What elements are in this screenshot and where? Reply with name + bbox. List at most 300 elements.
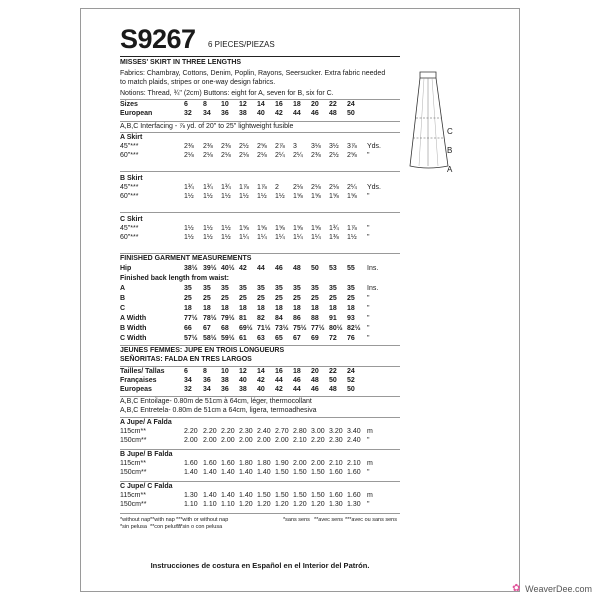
metric-row-cell: 1.20 [275,501,289,508]
sizes-row-cell: 16 [275,101,283,108]
tailles-row-cell: 18 [293,368,301,375]
yardage-row-unit: " [367,152,370,159]
metric-row-cell: 1.50 [311,469,325,476]
metric-row-cell: 2.00 [184,437,198,444]
europeas-row-cell: 50 [347,386,355,393]
measurement-row-cell: 18 [293,305,301,312]
europeas-row-cell: 42 [275,386,283,393]
yardage-row-cell: 2⅝ [347,152,357,159]
header-rule [120,56,400,57]
measurement-row-cell: 35 [293,285,301,292]
francaises-row-cell: 48 [311,377,319,384]
metric-row-cell: 1.60 [221,460,235,467]
yardage-title: C Skirt [120,216,143,223]
spanish-instructions-note: Instrucciones de costura en Español en el Interior del Patrón. [150,561,370,570]
metric-row-cell: 1.80 [257,460,271,467]
yardage-row-cell: 2⅜ [221,143,231,150]
measurement-row-cell: 69 [311,335,319,342]
hip-row-cell: 40½ [221,265,235,272]
metric-row-cell: 1.60 [203,460,217,467]
measurement-row-cell: 25 [275,295,283,302]
measurement-row-cell: 18 [275,305,283,312]
table-divider [120,417,400,418]
hip-row-cell: 44 [257,265,265,272]
measurement-row-cell: 35 [203,285,211,292]
measurement-row-cell: 18 [184,305,192,312]
metric-row-cell: 1.30 [347,501,361,508]
yardage-row-cell: 2⅜ [184,143,194,150]
measurement-row-cell: 18 [257,305,265,312]
yardage-title: A Skirt [120,134,143,141]
metric-row-cell: 1.50 [257,492,271,499]
tailles-row-cell: 16 [275,368,283,375]
metric-row-cell: 2.40 [347,437,361,444]
measurement-row-cell: 67 [203,325,211,332]
measurement-row-cell: 59½ [221,335,235,342]
yardage-row-cell: 2 [275,184,279,191]
measurement-row-cell: 35 [275,285,283,292]
measurement-row-cell: 18 [239,305,247,312]
metric-row-unit: " [367,437,370,444]
measurement-row-cell: 84 [275,315,283,322]
measurement-row-label: B [120,295,126,302]
measurement-row-cell: 35 [221,285,229,292]
metric-row-cell: 2.00 [275,437,289,444]
yardage-row-cell: 1⅜ [329,234,339,241]
yardage-row-cell: 2⅛ [329,184,339,191]
view-label-c: C [447,127,453,136]
metric-row-cell: 1.20 [257,501,271,508]
yardage-row-cell: 1½ [184,193,194,200]
measurement-row-cell: 18 [329,305,337,312]
metric-row-cell: 2.10 [293,437,307,444]
measurement-row-label: B Width [120,325,147,332]
european-row-cell: 46 [311,110,319,117]
francaises-row-label: Françaises [120,377,157,384]
metric-row-cell: 1.50 [275,469,289,476]
measurement-row-cell: 78½ [203,315,217,322]
measurement-row-label: C [120,305,126,312]
measurement-row-cell: 25 [311,295,319,302]
pieces-count: 6 PIECES/PIEZAS [208,40,275,49]
yardage-row-cell: 2⅛ [293,184,303,191]
measurement-row-cell: 25 [293,295,301,302]
interfacing-note: A,B,C Interfacing - ⅞ yd. of 20" to 25" lightweight fusible [120,123,294,130]
yardage-row-cell: 2⅛ [184,152,194,159]
measurement-row-cell: 61 [239,335,247,342]
footnote: **con pelusa [150,524,181,530]
yardage-row-cell: 2½ [239,143,249,150]
table-divider [120,345,400,346]
table-divider [120,481,400,482]
tailles-row-cell: 14 [257,368,265,375]
metric-row-cell: 2.10 [329,460,343,467]
measurement-row-cell: 35 [239,285,247,292]
measurement-row-cell: 25 [329,295,337,302]
hip-row-cell: 46 [275,265,283,272]
metric-title: B Jupe/ B Falda [120,451,173,458]
measurement-row-cell: 18 [221,305,229,312]
measurement-row-cell: 66 [184,325,192,332]
sizes-row-cell: 12 [239,101,247,108]
yardage-row-cell: 1½ [239,193,249,200]
measurement-row-label: A Width [120,315,147,322]
yardage-row-cell: 1½ [275,193,285,200]
yardage-row-cell: 1⅝ [311,225,321,232]
yardage-row-cell: 2⅛ [221,152,231,159]
yardage-row-label: 60"*** [120,234,139,241]
yardage-row-cell: 2⅛ [311,184,321,191]
metric-row-cell: 2.80 [293,428,307,435]
yardage-row-cell: 3½ [329,143,339,150]
europeas-row-cell: 48 [329,386,337,393]
measurement-row-unit: " [367,325,370,332]
metric-title: A Jupe/ A Falda [120,419,172,426]
measurement-row-cell: 25 [184,295,192,302]
table-divider [120,171,400,172]
footnote: *sin pelusa [120,524,147,530]
table-divider [120,366,400,367]
yardage-row-cell: 2⅞ [275,143,285,150]
yardage-row-cell: 2⅛ [239,152,249,159]
metric-row-cell: 1.60 [184,460,198,467]
hip-row-cell: 50 [311,265,319,272]
tailles-row-cell: 20 [311,368,319,375]
flower-icon: ✿ [512,583,521,594]
measurement-row-cell: 77½ [184,315,198,322]
yardage-row-unit: " [367,234,370,241]
european-row-cell: 50 [347,110,355,117]
metric-row-cell: 1.10 [221,501,235,508]
yardage-row-cell: 1¼ [311,234,321,241]
footnote: **avec sens [314,517,344,523]
metric-row-cell: 3.20 [329,428,343,435]
european-row-cell: 34 [203,110,211,117]
yardage-row-cell: 1¾ [184,184,194,191]
measurement-row-cell: 79½ [221,315,235,322]
yardage-row-cell: 1⅞ [239,184,249,191]
yardage-row-cell: 1½ [203,193,213,200]
spanish-title: SEÑORITAS: FALDA EN TRES LARGOS [120,356,252,363]
yardage-row-cell: 1⅝ [275,225,285,232]
metric-row-label: 115cm** [120,428,146,435]
yardage-row-cell: 1⅝ [293,225,303,232]
measurement-row-label: C Width [120,335,147,342]
french-title: JEUNES FEMMES: JUPE EN TROIS LONGUEURS [120,347,285,354]
yardage-row-cell: 1⅞ [347,225,357,232]
metric-row-cell: 1.60 [329,492,343,499]
metric-row-unit: m [367,428,373,435]
metric-row-unit: m [367,492,373,499]
hip-row-cell: 55 [347,265,355,272]
francaises-row-cell: 52 [347,377,355,384]
footnote: *sans sens [283,517,310,523]
measurement-row-cell: 18 [347,305,355,312]
yardage-row-cell: 1½ [221,225,231,232]
yardage-row-cell: 1⅝ [239,225,249,232]
table-divider [120,449,400,450]
metric-row-cell: 1.60 [347,469,361,476]
yardage-row-cell: 2½ [329,152,339,159]
metric-row-unit: m [367,460,373,467]
yardage-row-unit: Yds. [367,184,382,191]
measurement-row-cell: 75½ [293,325,307,332]
europeas-row-cell: 32 [184,386,192,393]
measurement-row-cell: 18 [203,305,211,312]
measurement-row-cell: 68 [221,325,229,332]
metric-row-cell: 3.40 [347,428,361,435]
metric-row-cell: 2.00 [239,437,253,444]
european-row-label: European [120,110,153,117]
europeas-row-label: Europeas [120,386,152,393]
yardage-row-cell: 2¼ [275,152,285,159]
measurement-row-cell: 35 [311,285,319,292]
sizes-row-cell: 10 [221,101,229,108]
europeas-row-cell: 38 [239,386,247,393]
metric-row-label: 150cm** [120,437,147,444]
yardage-row-cell: 1½ [221,234,231,241]
metric-row-cell: 1.50 [311,492,325,499]
measurement-row-cell: 76 [347,335,355,342]
europeas-row-cell: 44 [293,386,301,393]
entretela-note: A,B,C Entretela- 0.80m de 51cm a 64cm, ligera, termoadhesiva [120,407,317,414]
metric-row-cell: 1.90 [275,460,289,467]
yardage-row-cell: 1⅝ [347,193,357,200]
metric-row-unit: " [367,501,370,508]
metric-row-cell: 1.30 [184,492,198,499]
yardage-row-unit: Yds. [367,143,382,150]
footnote: **with nap [150,517,175,523]
metric-row-cell: 1.20 [239,501,253,508]
yardage-row-cell: 2¼ [347,184,357,191]
metric-row-cell: 1.40 [221,492,235,499]
hip-row-cell: 42 [239,265,247,272]
metric-row-label: 115cm** [120,460,146,467]
view-label-b: B [447,146,453,155]
hip-row-label: Hip [120,265,132,272]
table-divider [120,121,400,122]
francaises-row-cell: 44 [275,377,283,384]
metric-row-cell: 2.40 [257,428,271,435]
metric-row-cell: 2.00 [257,437,271,444]
european-row-cell: 40 [257,110,265,117]
measurement-row-unit: Ins. [367,285,379,292]
metric-row-cell: 2.20 [221,428,235,435]
pattern-number: S9267 [120,24,196,54]
measurement-row-cell: 65 [275,335,283,342]
yardage-row-cell: 1½ [347,234,357,241]
tailles-row-cell: 6 [184,368,188,375]
metric-row-cell: 1.20 [311,501,325,508]
yardage-row-cell: 1½ [257,193,267,200]
metric-row-cell: 3.00 [311,428,325,435]
yardage-row-cell: 2¼ [293,152,303,159]
yardage-row-cell: 1¾ [329,225,339,232]
measurement-row-cell: 25 [239,295,247,302]
metric-row-unit: " [367,469,370,476]
metric-row-cell: 1.40 [257,469,271,476]
measurement-row-cell: 69½ [239,325,253,332]
table-divider [120,132,400,133]
european-row-cell: 36 [221,110,229,117]
hip-row-cell: 48 [293,265,301,272]
sizes-row-cell: 22 [329,101,337,108]
table-divider [120,99,400,100]
measurement-row-cell: 35 [347,285,355,292]
metric-row-cell: 2.30 [329,437,343,444]
metric-row-cell: 2.20 [311,437,325,444]
measurement-row-cell: 25 [257,295,265,302]
measurement-row-cell: 35 [329,285,337,292]
francaises-row-cell: 42 [257,377,265,384]
measurement-row-cell: 93 [347,315,355,322]
metric-row-cell: 2.00 [311,460,325,467]
metric-row-cell: 2.70 [275,428,289,435]
yardage-row-cell: 1⅝ [311,193,321,200]
yardage-row-cell: 1¾ [203,184,213,191]
yardage-row-cell: 2⅜ [311,152,321,159]
measurement-row-cell: 25 [347,295,355,302]
francaises-row-cell: 40 [239,377,247,384]
yardage-row-cell: 2⅛ [203,152,213,159]
hip-row-cell: 38½ [184,265,198,272]
table-divider [120,513,400,514]
metric-row-label: 115cm** [120,492,146,499]
footnote: ***avec ou sans sens [345,517,397,523]
yardage-row-cell: 3 [293,143,297,150]
sizes-row-cell: 14 [257,101,265,108]
pattern-title: MISSES' SKIRT IN THREE LENGTHS [120,59,242,66]
sizes-row-cell: 24 [347,101,355,108]
metric-row-cell: 1.60 [329,469,343,476]
european-row-cell: 32 [184,110,192,117]
metric-row-label: 150cm** [120,469,147,476]
europeas-row-cell: 40 [257,386,265,393]
metric-row-cell: 1.50 [293,469,307,476]
measurement-row-cell: 71½ [257,325,271,332]
tailles-row-cell: 8 [203,368,207,375]
metric-row-cell: 1.50 [275,492,289,499]
francaises-row-cell: 34 [184,377,192,384]
yardage-row-label: 45"*** [120,184,139,191]
measurement-row-cell: 57½ [184,335,198,342]
metric-row-cell: 2.10 [347,460,361,467]
fabrics-text: Fabrics: Chambray, Cottons, Denim, Poplin, Rayons, Seersucker. Extra fabric needed [120,70,386,77]
yardage-row-unit: " [367,193,370,200]
yardage-row-label: 60"*** [120,193,139,200]
francaises-row-cell: 38 [221,377,229,384]
measurements-title: FINISHED GARMENT MEASUREMENTS [120,255,252,262]
measurement-row-cell: 18 [311,305,319,312]
measurement-row-cell: 63 [257,335,265,342]
yardage-row-cell: 2⅜ [203,143,213,150]
hip-row-unit: Ins. [367,265,379,272]
table-divider [120,253,400,254]
footnote: *without nap [120,517,151,523]
yardage-row-cell: 1¼ [239,234,249,241]
back-length-label: Finished back length from waist: [120,275,229,282]
sizes-row-cell: 20 [311,101,319,108]
footnote: ***sin o con pelusa [176,524,223,530]
table-divider [120,396,400,397]
skirt-illustration [402,66,454,176]
european-row-cell: 38 [239,110,247,117]
sizes-row-cell: 18 [293,101,301,108]
europeas-row-cell: 46 [311,386,319,393]
yardage-row-label: 45"*** [120,143,139,150]
sizes-row-label: Sizes [120,101,138,108]
measurement-row-unit: " [367,335,370,342]
measurement-row-unit: " [367,315,370,322]
tailles-row-cell: 10 [221,368,229,375]
measurement-row-cell: 72 [329,335,337,342]
yardage-row-cell: 1⅝ [257,225,267,232]
metric-row-cell: 1.40 [221,469,235,476]
measurement-row-cell: 67 [293,335,301,342]
european-row-cell: 44 [293,110,301,117]
metric-row-cell: 1.50 [293,492,307,499]
yardage-row-cell: 1½ [203,225,213,232]
yardage-title: B Skirt [120,175,143,182]
metric-title: C Jupe/ C Falda [120,483,173,490]
tailles-row-cell: 24 [347,368,355,375]
yardage-row-cell: 3⅞ [347,143,357,150]
metric-row-cell: 2.00 [221,437,235,444]
metric-row-cell: 1.30 [329,501,343,508]
measurement-row-label: A [120,285,126,292]
measurement-row-cell: 25 [221,295,229,302]
sizes-row-cell: 8 [203,101,207,108]
metric-row-cell: 2.30 [239,428,253,435]
yardage-row-cell: 1¼ [293,234,303,241]
yardage-row-cell: 1½ [221,193,231,200]
yardage-row-label: 60"*** [120,152,139,159]
metric-row-cell: 1.40 [239,469,253,476]
tailles-row-cell: 22 [329,368,337,375]
european-row-cell: 42 [275,110,283,117]
measurement-row-cell: 25 [203,295,211,302]
brand-name: WeaverDee.com [525,584,592,594]
metric-row-label: 150cm** [120,501,147,508]
francaises-row-cell: 46 [293,377,301,384]
yardage-row-cell: 1⅞ [257,184,267,191]
metric-row-cell: 1.10 [203,501,217,508]
metric-row-cell: 1.20 [293,501,307,508]
yardage-row-label: 45"*** [120,225,139,232]
measurement-row-cell: 35 [184,285,192,292]
measurement-row-cell: 91 [329,315,337,322]
measurement-row-cell: 86 [293,315,301,322]
metric-row-cell: 1.40 [184,469,198,476]
measurement-row-cell: 82 [257,315,265,322]
metric-row-cell: 2.20 [203,428,217,435]
measurement-row-cell: 77½ [311,325,325,332]
table-divider [120,212,400,213]
yardage-row-cell: 1½ [184,234,194,241]
metric-row-cell: 1.10 [184,501,198,508]
metric-row-cell: 2.00 [293,460,307,467]
yardage-row-unit: " [367,225,370,232]
measurement-row-cell: 73½ [275,325,289,332]
metric-row-cell: 2.00 [203,437,217,444]
measurement-row-cell: 81 [239,315,247,322]
measurement-row-cell: 82½ [347,325,361,332]
yardage-row-cell: 1¾ [221,184,231,191]
metric-row-cell: 1.40 [203,492,217,499]
metric-row-cell: 1.60 [347,492,361,499]
european-row-cell: 48 [329,110,337,117]
metric-row-cell: 1.80 [239,460,253,467]
